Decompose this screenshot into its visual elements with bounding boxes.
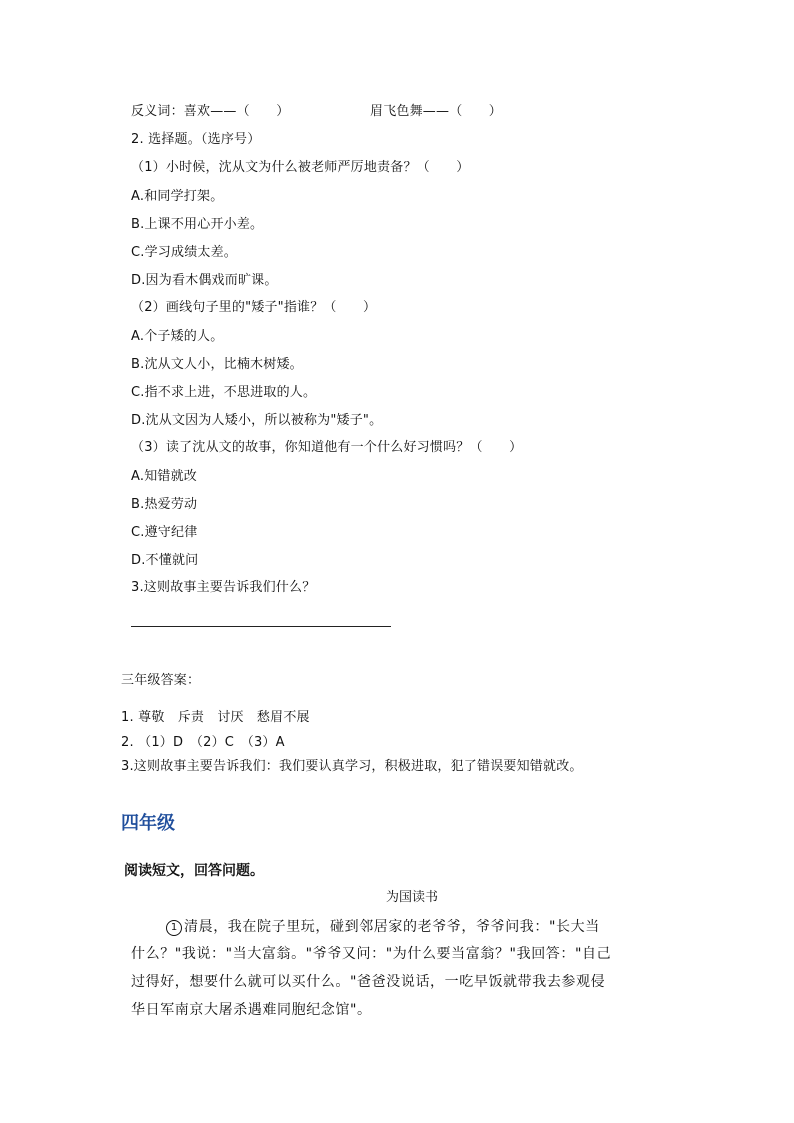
question-2-heading: 2. 选择题。（选序号） bbox=[131, 132, 261, 147]
option-2-3-b: B.热爱劳动 bbox=[131, 497, 198, 512]
option-2-1-d: D.因为看木偶戏而旷课。 bbox=[131, 273, 278, 288]
answers-title: 三年级答案： bbox=[121, 673, 201, 688]
answer-line-3: 3.这则故事主要告诉我们：我们要认真学习，积极进取，犯了错误要知错就改。 bbox=[121, 759, 583, 774]
answer-blank-line bbox=[131, 626, 391, 627]
paragraph-line-1-text: 清晨，我在院子里玩，碰到邻居家的老爷爷，爷爷问我："长大当 bbox=[184, 919, 600, 935]
option-2-3-d: D.不懂就问 bbox=[131, 553, 199, 568]
paragraph-line-2: 什么？"我说："当大富翁。"爷爷又问："为什么要当富翁？"我回答："自己 bbox=[131, 946, 612, 962]
option-2-3-a: A.知错就改 bbox=[131, 469, 197, 484]
section-title-grade4: 四年级 bbox=[121, 813, 175, 834]
question-2-2: （2）画线句子里的"矮子"指谁？（ ） bbox=[131, 300, 377, 315]
antonym-item-eyebrows: 眉飞色舞——（ ） bbox=[370, 104, 503, 119]
option-2-1-a: A.和同学打架。 bbox=[131, 189, 224, 204]
question-3: 3.这则故事主要告诉我们什么？ bbox=[131, 580, 316, 595]
reading-instruction: 阅读短文，回答问题。 bbox=[124, 863, 264, 879]
option-2-1-c: C.学习成绩太差。 bbox=[131, 245, 238, 260]
option-2-2-b: B.沈从文人小，比楠木树矮。 bbox=[131, 357, 303, 372]
answer-line-1: 1. 尊敬 斥责 讨厌 愁眉不展 bbox=[121, 710, 310, 725]
paragraph-line-4: 华日军南京大屠杀遇难同胞纪念馆"。 bbox=[131, 1002, 372, 1018]
option-2-2-c: C.指不求上进，不思进取的人。 bbox=[131, 385, 317, 400]
option-2-2-a: A.个子矮的人。 bbox=[131, 329, 224, 344]
question-2-3: （3）读了沈从文的故事，你知道他有一个什么好习惯吗？（ ） bbox=[131, 440, 523, 455]
passage-title: 为国读书 bbox=[385, 890, 438, 905]
antonym-item-like: 反义词：喜欢——（ ） bbox=[131, 104, 290, 119]
answer-line-2: 2. （1）D （2）C （3）A bbox=[121, 735, 285, 750]
question-2-1: （1）小时候，沈从文为什么被老师严厉地责备？（ ） bbox=[131, 160, 470, 175]
option-2-1-b: B.上课不用心开小差。 bbox=[131, 217, 264, 232]
option-2-3-c: C.遵守纪律 bbox=[131, 525, 198, 540]
option-2-2-d: D.沈从文因为人矮小，所以被称为"矮子"。 bbox=[131, 413, 383, 428]
paragraph-line-1 bbox=[166, 918, 600, 936]
paragraph-number: 1 bbox=[166, 920, 182, 936]
paragraph-line-3: 过得好，想要什么就可以买什么。"爸爸没说话，一吃早饭就带我去参观侵 bbox=[131, 974, 606, 990]
